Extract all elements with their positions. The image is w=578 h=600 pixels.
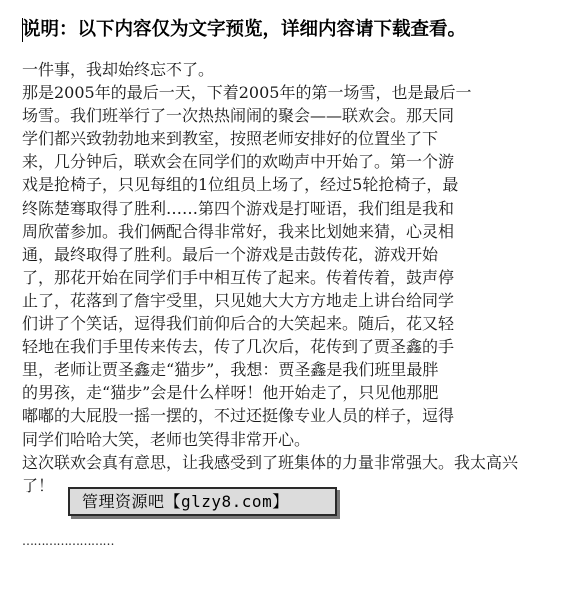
- text-line: 那是2005年的最后一天，下着2005年的第一场雪，也是最后一: [22, 83, 472, 103]
- ellipsis-divider: ……………………: [22, 534, 114, 548]
- text-line: 来，几分钟后，联欢会在同学们的欢呦声中开始了。第一个游: [22, 152, 455, 172]
- article-body: [22, 58, 548, 497]
- text-line: 周欣蕾参加。我们俩配合得非常好，我来比划她来猜，心灵相: [22, 221, 455, 241]
- watermark-banner: 管理资源吧【glzy8.com】: [68, 487, 337, 516]
- text-line: 学们都兴致勃勃地来到教室，按照老师安排好的位置坐了下: [22, 129, 439, 149]
- text-line: 戏是抢椅子，只见每组的1位组员上场了，经过5轮抢椅子，最: [22, 175, 459, 195]
- text-line: 轻地在我们手里传来传去，传了几次后，花传到了贾圣鑫的手: [22, 337, 455, 357]
- text-line: 这次联欢会真有意思，让我感受到了班集体的力量非常强大。我太高兴: [22, 452, 519, 472]
- text-line: 场雪。我们班举行了一次热热闹闹的聚会——联欢会。那天同: [22, 106, 455, 126]
- text-line: 里，老师让贾圣鑫走“猫步”，我想：贾圣鑫是我们班里最胖: [22, 360, 439, 380]
- preview-notice: 说明：以下内容仅为文字预览，详细内容请下载查看。: [22, 19, 467, 40]
- text-line: 通，最终取得了胜利。最后一个游戏是击鼓传花，游戏开始: [22, 244, 439, 264]
- text-line: 了，那花开始在同学们手中相互传了起来。传着传着，鼓声停: [22, 267, 455, 287]
- text-line: 止了，花落到了詹宇受里，只见她大大方方地走上讲台给同学: [22, 290, 455, 310]
- text-line: 同学们哈哈大笑，老师也笑得非常开心。: [22, 429, 311, 449]
- text-line: 嘟嘟的大屁股一摇一摆的，不过还挺像专业人员的样子，逗得: [22, 406, 455, 426]
- text-line: 了！: [22, 475, 55, 495]
- text-line: 终陈楚骞取得了胜利……第四个游戏是打哑语，我们组是我和: [22, 198, 455, 218]
- text-line: 一件事，我却始终忘不了。: [22, 60, 215, 79]
- text-line: 的男孩，走“猫步”会是什么样呀！他开始走了，只见他那肥: [22, 383, 439, 403]
- text-line: 们讲了个笑话，逗得我们前仰后合的大笑起来。随后，花又轻: [22, 314, 455, 334]
